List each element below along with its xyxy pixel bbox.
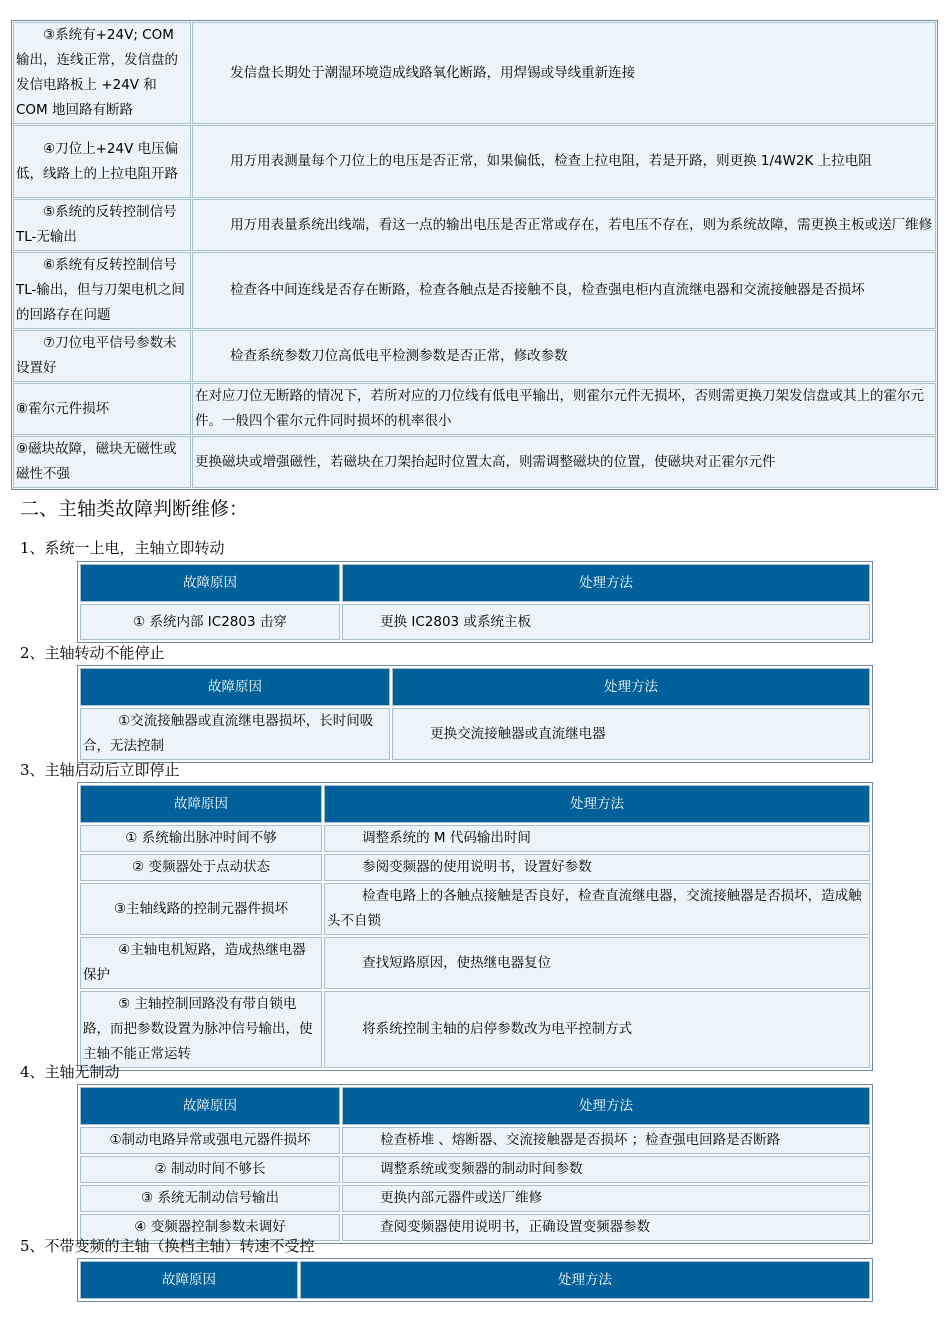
- section-title: 二、主轴类故障判断维修：: [20, 498, 249, 520]
- cause-cell: ①交流接触器或直流继电器损坏，长时间吸合，无法控制: [80, 708, 390, 760]
- spindle-table-2: [77, 665, 873, 763]
- header-cause: 故障原因: [80, 1261, 298, 1299]
- table-row: [80, 991, 870, 1068]
- method-cell: 发信盘长期处于潮湿环境造成线路氧化断路，用焊锡或导线重新连接: [192, 22, 936, 124]
- cause-cell: ⑨磁块故障，磁块无磁性或磁性不强: [13, 436, 191, 488]
- table-row: [80, 604, 870, 640]
- table-row: [13, 330, 936, 382]
- subsection-title: 2、主轴转动不能停止: [20, 644, 165, 662]
- table-row: [80, 1127, 870, 1154]
- cause-cell: ⑤ 主轴控制回路没有带自锁电路，而把参数设置为脉冲信号输出，使主轴不能正常运转: [80, 991, 322, 1068]
- method-cell: 参阅变频器的使用说明书，设置好参数: [324, 854, 870, 881]
- method-cell: 查找短路原因，使热继电器复位: [324, 937, 870, 989]
- method-cell: 在对应刀位无断路的情况下，若所对应的刀位线有低电平输出，则霍尔元件无损坏，否则需更换刀架发信盘或其上的霍尔元件。一般四个霍尔元件同时损坏的机率很小: [192, 383, 936, 435]
- subsection-title: 1、系统一上电，主轴立即转动: [20, 539, 225, 557]
- method-cell: 检查各中间连线是否存在断路，检查各触点是否接触不良，检查强电柜内直流继电器和交流接触器是否损坏: [192, 252, 936, 329]
- table-row: [80, 1156, 870, 1183]
- method-cell: 更换磁块或增强磁性，若磁块在刀架抬起时位置太高，则需调整磁块的位置，使磁块对正霍尔元件: [192, 436, 936, 488]
- method-cell: 更换内部元器件或送厂维修: [342, 1185, 870, 1212]
- table-header-row: [80, 668, 870, 706]
- table-row: [13, 436, 936, 488]
- method-cell: 检查系统参数刀位高低电平检测参数是否正常，修改参数: [192, 330, 936, 382]
- method-cell: 查阅变频器使用说明书，正确设置变频器参数: [342, 1214, 870, 1241]
- subsection-title: 5、不带变频的主轴（换档主轴）转速不受控: [20, 1237, 315, 1255]
- header-method: 处理方法: [300, 1261, 870, 1299]
- cause-cell: ③ 系统无制动信号输出: [80, 1185, 340, 1212]
- table-row: [80, 854, 870, 881]
- table-row: [13, 199, 936, 251]
- subsection-title: 4、主轴无制动: [20, 1063, 120, 1081]
- table-row: [13, 252, 936, 329]
- method-cell: 将系统控制主轴的启停参数改为电平控制方式: [324, 991, 870, 1068]
- table-row: [80, 883, 870, 935]
- tool-post-fault-table: [11, 20, 938, 490]
- table-row: [80, 825, 870, 852]
- header-method: 处理方法: [392, 668, 870, 706]
- table-row: [80, 1185, 870, 1212]
- subsection-title: 3、主轴启动后立即停止: [20, 761, 180, 779]
- table-header-row: [80, 1087, 870, 1125]
- header-cause: 故障原因: [80, 1087, 340, 1125]
- cause-cell: ③系统有+24V; COM 输出，连线正常，发信盘的发信电路板上 +24V 和 COM 地回路有断路: [13, 22, 191, 124]
- table-header-row: [80, 785, 870, 823]
- cause-cell: ④主轴电机短路，造成热继电器保护: [80, 937, 322, 989]
- cause-cell: ⑥系统有反转控制信号 TL-输出，但与刀架电机之间的回路存在问题: [13, 252, 191, 329]
- cause-cell: ④刀位上+24V 电压偏低，线路上的上拉电阻开路: [13, 125, 191, 198]
- method-cell: 用万用表测量每个刀位上的电压是否正常，如果偏低，检查上拉电阻，若是开路，则更换 1/4W2K 上拉电阻: [192, 125, 936, 198]
- cause-cell: ② 变频器处于点动状态: [80, 854, 322, 881]
- cause-cell: ⑦刀位电平信号参数未设置好: [13, 330, 191, 382]
- method-cell: 调整系统的 M 代码输出时间: [324, 825, 870, 852]
- header-method: 处理方法: [342, 564, 870, 602]
- table-row: [13, 383, 936, 435]
- cause-cell: ① 系统输出脉冲时间不够: [80, 825, 322, 852]
- header-cause: 故障原因: [80, 785, 322, 823]
- cause-cell: ③主轴线路的控制元器件损坏: [80, 883, 322, 935]
- table-row: [80, 708, 870, 760]
- header-cause: 故障原因: [80, 668, 390, 706]
- method-cell: 用万用表量系统出线端，看这一点的输出电压是否正常或存在，若电压不存在，则为系统故障，需更换主板或送厂维修: [192, 199, 936, 251]
- table-row: [13, 22, 936, 124]
- cause-cell: ⑤系统的反转控制信号 TL-无输出: [13, 199, 191, 251]
- header-cause: 故障原因: [80, 564, 340, 602]
- header-method: 处理方法: [342, 1087, 870, 1125]
- cause-cell: ⑧霍尔元件损坏: [13, 383, 191, 435]
- method-cell: 更换交流接触器或直流继电器: [392, 708, 870, 760]
- cause-cell: ② 制动时间不够长: [80, 1156, 340, 1183]
- method-cell: 更换 IC2803 或系统主板: [342, 604, 870, 640]
- spindle-table-5: [77, 1258, 873, 1302]
- method-cell: 检查桥堆 、熔断器、交流接触器是否损坏 ；检查强电回路是否断路: [342, 1127, 870, 1154]
- cause-cell: ①制动电路异常或强电元器件损坏: [80, 1127, 340, 1154]
- table-header-row: [80, 1261, 870, 1299]
- header-method: 处理方法: [324, 785, 870, 823]
- cause-cell: ① 系统内部 IC2803 击穿: [80, 604, 340, 640]
- spindle-table-3: [77, 782, 873, 1071]
- method-cell: 检查电路上的各触点接触是否良好，检查直流继电器，交流接触器是否损坏，造成触头不自锁: [324, 883, 870, 935]
- spindle-table-1: [77, 561, 873, 643]
- method-cell: 调整系统或变频器的制动时间参数: [342, 1156, 870, 1183]
- spindle-table-4: [77, 1084, 873, 1244]
- cause-cell: ④ 变频器控制参数未调好: [80, 1214, 340, 1241]
- table-row: [13, 125, 936, 198]
- table-header-row: [80, 564, 870, 602]
- table-row: [80, 937, 870, 989]
